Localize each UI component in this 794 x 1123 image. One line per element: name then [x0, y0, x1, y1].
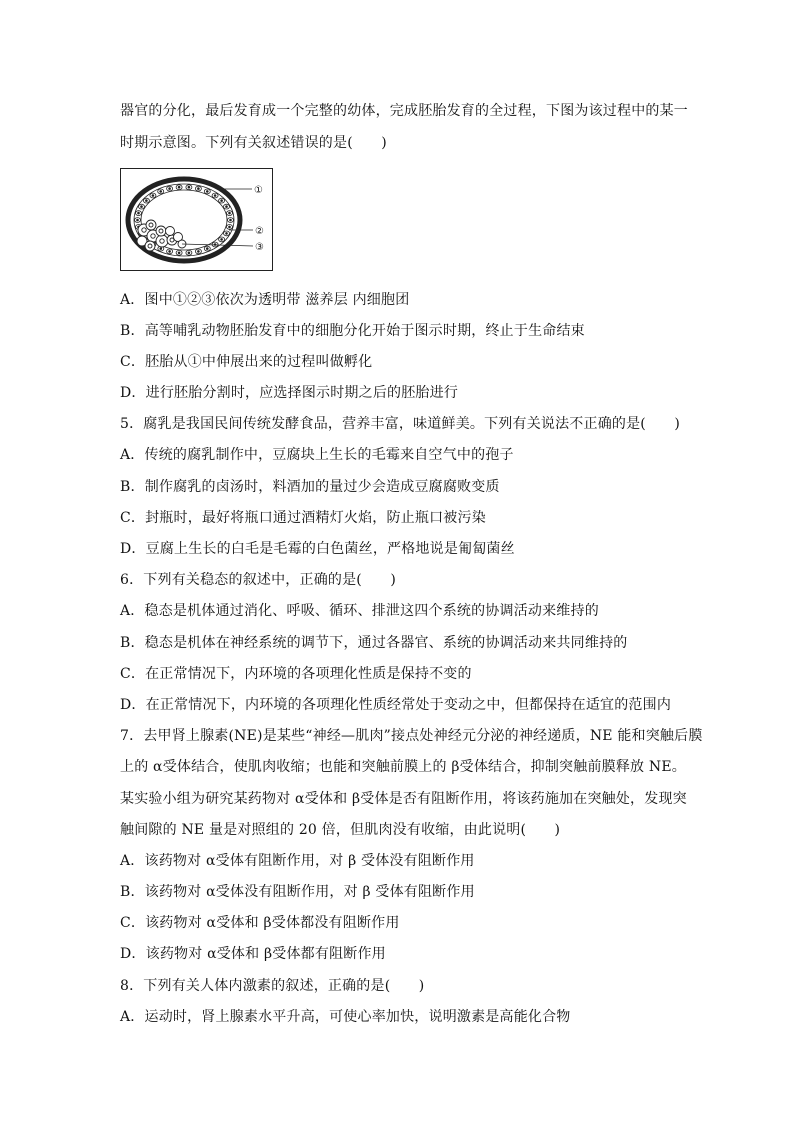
- trophoblast-nucleus: [230, 219, 232, 221]
- q7-stem-line-3: 某实验小组为研究某药物对 α受体和 β受体是否有阻断作用，将该药施加在突触处，发现突: [120, 791, 687, 807]
- trophoblast-nucleus: [178, 252, 180, 254]
- q4-option-c: C．胚胎从①中伸展出来的过程叫做孵化: [120, 354, 373, 370]
- trophoblast-nucleus: [206, 191, 208, 193]
- q5-option-b: B．制作腐乳的卤汤时，料酒加的量过少会造成豆腐腐败变质: [120, 479, 500, 495]
- q7-option-b: B．该药物对 α受体没有阻断作用，对 β 受体有阻断作用: [120, 884, 475, 900]
- trophoblast-nucleus: [198, 188, 200, 190]
- trophoblast-nucleus: [221, 200, 223, 202]
- q6-option-a: A．稳态是机体通过消化、呼吸、循环、排泄这四个系统的协调活动来维持的: [120, 603, 599, 619]
- q4-option-b: B．高等哺乳动物胚胎发育中的细胞分化开始于图示时期，终止于生命结束: [120, 323, 585, 339]
- q7-option-a: A．该药物对 α受体有阻断作用，对 β 受体没有阻断作用: [120, 853, 475, 869]
- blastocyst-figure: [120, 168, 273, 271]
- label-1: ①: [254, 185, 263, 196]
- q8-stem: 8．下列有关人体内激素的叙述，正确的是( ): [120, 978, 425, 994]
- trophoblast-nucleus: [160, 248, 162, 250]
- q6-option-b: B．稳态是机体在神经系统的调节下，通过各器官、系统的协调活动来共同维持的: [120, 635, 628, 651]
- label-3: ③: [255, 242, 264, 253]
- q5-option-d: D．豆腐上生长的白毛是毛霉的白色菌丝，严格地说是匍匐菌丝: [120, 541, 515, 557]
- trophoblast-nucleus: [214, 195, 216, 197]
- q7-stem-line-1: 7．去甲肾上腺素(NE)是某些“神经—肌肉”接点处神经元分泌的神经递质，NE 能和突触后膜: [120, 728, 703, 744]
- trophoblast-nucleus: [229, 226, 231, 228]
- trophoblast-nucleus: [229, 212, 231, 214]
- label-2: ②: [255, 226, 264, 237]
- trophoblast-nucleus: [226, 233, 228, 235]
- q6-stem: 6．下列有关稳态的叙述中，正确的是( ): [120, 572, 397, 588]
- trophoblast-nucleus: [206, 248, 208, 250]
- intro-line-1: 器官的分化，最后发育成一个完整的幼体，完成胚胎发育的全过程，下图为该过程中的某一: [120, 103, 688, 119]
- trophoblast-nucleus: [141, 206, 143, 208]
- q5-option-a: A．传统的腐乳制作中，豆腐块上生长的毛霉来自空气中的孢子: [120, 447, 514, 463]
- q4-option-d: D．进行胚胎分割时，应选择图示时期之后的胚胎进行: [120, 385, 459, 401]
- q7-stem-line-4: 触间隙的 NE 量是对照组的 20 倍，但肌肉没有收缩，由此说明( ): [120, 822, 561, 838]
- q5-stem: 5．腐乳是我国民间传统发酵食品，营养丰富，味道鲜美。下列有关说法不正确的是( ): [120, 416, 681, 432]
- q4-option-a: A．图中①②③依次为透明带 滋养层 内细胞团: [120, 292, 410, 308]
- trophoblast-nucleus: [138, 212, 140, 214]
- trophoblast-nucleus: [152, 195, 154, 197]
- trophoblast-nucleus: [188, 186, 190, 188]
- trophoblast-nucleus: [178, 186, 180, 188]
- q7-option-c: C．该药物对 α受体和 β受体都没有阻断作用: [120, 915, 400, 931]
- intro-line-2: 时期示意图。下列有关叙述错误的是( ): [120, 135, 387, 151]
- trophoblast-nucleus: [146, 200, 148, 202]
- q8-option-a: A．运动时，肾上腺素水平升高，可使心率加快，说明激素是高能化合物: [120, 1009, 571, 1025]
- trophoblast-nucleus: [188, 252, 190, 254]
- trophoblast-nucleus: [198, 251, 200, 253]
- trophoblast-nucleus: [169, 188, 171, 190]
- trophoblast-nucleus: [169, 251, 171, 253]
- trophoblast-nucleus: [226, 206, 228, 208]
- q7-stem-line-2: 上的 α受体结合，使肌肉收缩；也能和突触前膜上的 β受体结合，抑制突触前膜释放 NE。: [120, 759, 686, 775]
- blastocyst-diagram: [120, 168, 273, 271]
- q6-option-c: C．在正常情况下，内环境的各项理化性质是保持不变的: [120, 666, 472, 682]
- trophoblast-nucleus: [221, 239, 223, 241]
- q7-option-d: D．该药物对 α受体和 β受体都有阻断作用: [120, 946, 386, 962]
- trophoblast-nucleus: [137, 219, 139, 221]
- trophoblast-nucleus: [160, 191, 162, 193]
- q6-option-d: D．在正常情况下，内环境的各项理化性质经常处于变动之中，但都保持在适宜的范围内: [120, 697, 672, 713]
- q5-option-c: C．封瓶时，最好将瓶口通过酒精灯火焰，防止瓶口被污染: [120, 510, 486, 526]
